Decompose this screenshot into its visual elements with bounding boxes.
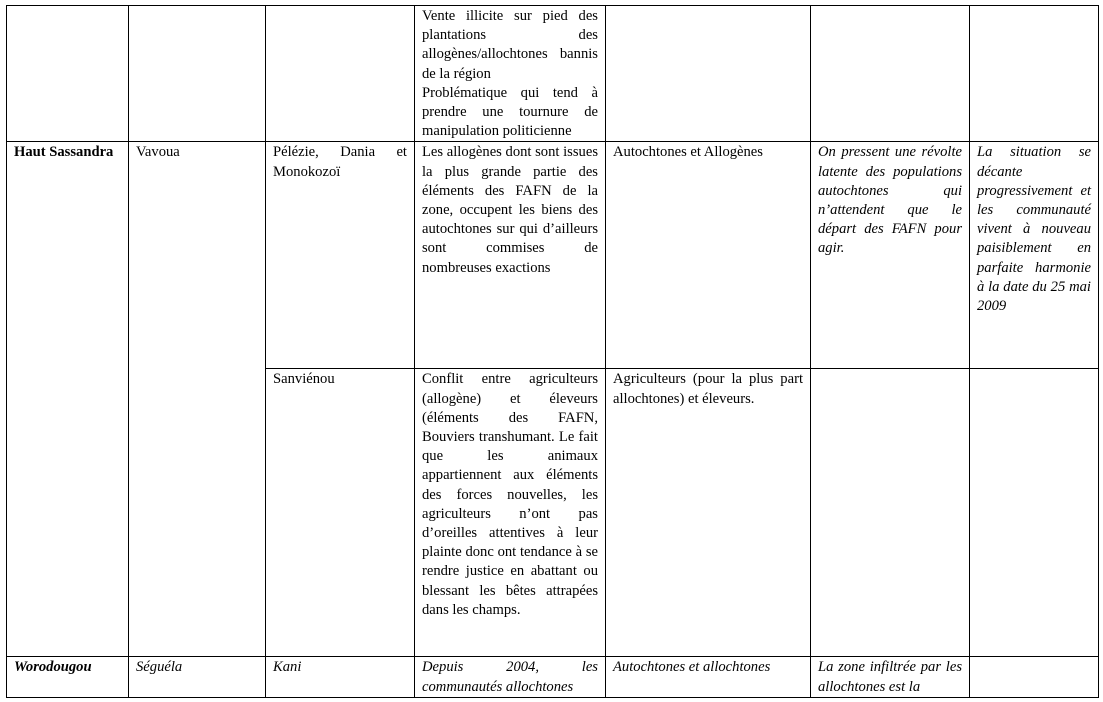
department-cell [129, 6, 266, 142]
actors-cell [606, 6, 811, 142]
table-row [7, 6, 1099, 142]
description-cell [415, 6, 606, 142]
table-row [7, 142, 1099, 369]
region-cell: Haut Sassandra [7, 142, 129, 657]
risks-cell: On pressent une révolte latente des populations autochtones qui n’attendent que le départ des FAFN pour agir. [811, 142, 970, 369]
risks-cell [811, 369, 970, 657]
evolution-cell [970, 657, 1099, 697]
actors-cell: Autochtones et allochtones [606, 657, 811, 697]
locality-cell: Pélézie, Dania et Monokozoï [266, 142, 415, 369]
locality-cell: Kani [266, 657, 415, 697]
description-paragraph: Vente illicite sur pied des plantations des allogènes/allochtones bannis de la région [422, 8, 598, 82]
description-cell: Depuis 2004, les communautés allochtones [415, 657, 606, 697]
locality-cell: Sanviénou [266, 369, 415, 657]
description-cell: Conflit entre agriculteurs (allogène) et éleveurs (éléments des FAFN, Bouviers transhumant. Le fait que les animaux appartiennent aux éléments des forces nouvelles, les agriculteurs n’ont pas d’oreilles attentives à leur plainte donc ont tendance à se rendre justice en abattant ou blessant les bêtes attrapées dans les champs. [415, 369, 606, 657]
locality-cell [266, 6, 415, 142]
department-cell: Séguéla [129, 657, 266, 697]
department-cell: Vavoua [129, 142, 266, 657]
risks-cell: La zone infiltrée par les allochtones est la [811, 657, 970, 697]
region-cell [7, 6, 129, 142]
evolution-cell [970, 369, 1099, 657]
description-paragraph: Problématique qui tend à prendre une tournure de manipulation politicienne [422, 84, 598, 140]
table-row [7, 657, 1099, 697]
conflict-table [6, 5, 1099, 698]
evolution-cell [970, 6, 1099, 142]
evolution-cell: La situation se décante progressivement et les communauté vivent à nouveau paisiblement en parfaite harmonie à la date du 25 mai 2009 [970, 142, 1099, 369]
risks-cell [811, 6, 970, 142]
actors-cell: Autochtones et Allogènes [606, 142, 811, 369]
actors-cell: Agriculteurs (pour la plus part allochtones) et éleveurs. [606, 369, 811, 657]
region-cell: Worodougou [7, 657, 129, 697]
description-cell: Les allogènes dont sont issues la plus grande partie des éléments des FAFN de la zone, occupent les biens des autochtones sur qui d’ailleurs sont commises de nombreuses exactions [415, 142, 606, 369]
